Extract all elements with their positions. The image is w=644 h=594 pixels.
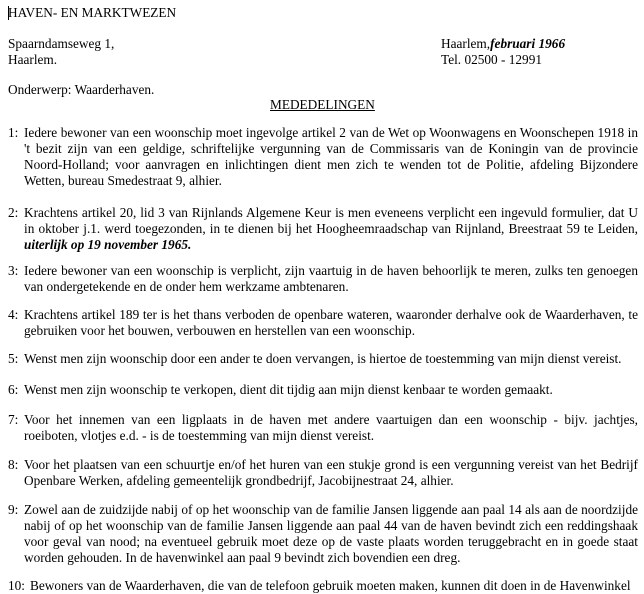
place-date	[441, 36, 565, 52]
item-number: 7:	[8, 412, 19, 427]
item-text-plain: Krachtens artikel 20, lid 3 van Rijnlands Algemene Keur is men eveneens verplicht een ingevuld formulier, dat U in oktober j.1. werd toegezonden, in te dienen bij het Hoogheemraadschap van Rijnland, Breestraat 59 te Leiden,	[24, 205, 638, 236]
item-text	[24, 205, 638, 253]
list-item	[8, 307, 638, 339]
subject-line: Onderwerp: Waarderhaven.	[8, 82, 155, 97]
list-item	[8, 205, 638, 253]
item-text: Zowel aan de zuidzijde nabij of op het woonschip van de familie Jansen liggende aan paal 14 als aan de noordzijde nabij of op het woonschip van de familie Jansen liggende aan paal 44 van de haven bevindt zich een reddingshaak voor geval van nood; na eventueel gebruik moet deze op de vaste plaats worden teruggebracht en in goede staat worden gehouden. In de havenwinkel aan paal 9 bevindt zich bovendien een dreg.	[24, 502, 638, 565]
document-title: MEDEDELINGEN	[270, 97, 375, 112]
org-name: HAVEN- EN MARKTWEZEN	[8, 5, 177, 20]
list-item	[8, 125, 638, 189]
place: Haarlem,	[441, 36, 491, 51]
item-text: Voor het plaatsen van een schuurtje en/of het huren van een stukje grond is een vergunning vereist van het Bedrijf Openbare Werken, afdeling gemeentelijk grondbedrijf, Jacobijnestraat 24, alhier.	[24, 457, 638, 488]
item-text: Voor het innemen van een ligplaats in de haven met andere vaartuigen dan een woonschip - bijv. jachtjes, roeiboten, vlotjes e.d. - is de toestemming van mijn dienst vereist.	[24, 412, 638, 443]
list-item	[8, 457, 638, 489]
list-item	[8, 263, 638, 295]
item-number: 10:	[8, 578, 25, 593]
item-number: 4:	[8, 307, 19, 322]
item-text: Wenst men zijn woonschip door een ander te doen vervangen, is hiertoe de toestemming van mijn dienst vereist.	[24, 351, 622, 366]
item-number: 5:	[8, 351, 19, 366]
item-number: 2:	[8, 205, 19, 220]
list-item	[8, 382, 638, 398]
list-item	[8, 578, 638, 594]
item-number: 1:	[8, 125, 19, 140]
address-line-1: Spaarndamseweg 1,	[8, 36, 115, 51]
item-number: 8:	[8, 457, 19, 472]
date: februari 1966	[490, 36, 566, 51]
item-text: Iedere bewoner van een woonschip is verplicht, zijn vaartuig in de haven behoorlijk te meren, zulks ten genoegen van ondergetekende en de onder hem werkzame ambtenaren.	[24, 263, 638, 294]
item-text: Iedere bewoner van een woonschip moet ingevolge artikel 2 van de Wet op Woonwagens en Woonschepen 1918 in 't bezit zijn van een geldige, schriftelijke vergunning van de Commissaris van de Koningin van de provincie Noord-Holland; voor aanvragen en inlichtingen dient men zich te wenden tot de Politie, afdeling Bijzondere Wetten, bureau Smedestraat 9, alhier.	[24, 125, 638, 188]
item-number: 6:	[8, 382, 19, 397]
item-number: 9:	[8, 502, 19, 517]
item-text-emphasis: uiterlijk op 19 november 1965.	[24, 237, 192, 252]
phone: Tel. 02500 - 12991	[441, 52, 542, 67]
list-item	[8, 502, 638, 566]
list-item	[8, 351, 638, 367]
item-text: Bewoners van de Waarderhaven, die van de telefoon gebruik moeten maken, kunnen dit doen in de Havenwinkel	[30, 578, 631, 593]
item-number: 3:	[8, 263, 19, 278]
address-line-2: Haarlem.	[8, 52, 58, 67]
item-text: Wenst men zijn woonschip te verkopen, dient dit tijdig aan mijn dienst kenbaar te worden gemaakt.	[24, 382, 553, 397]
item-text: Krachtens artikel 189 ter is het thans verboden de openbare wateren, waaronder derhalve ook de Waarderhaven, te gebruiken voor het bouwen, verbouwen en herstellen van een woonschip.	[24, 307, 638, 338]
list-item	[8, 412, 638, 444]
